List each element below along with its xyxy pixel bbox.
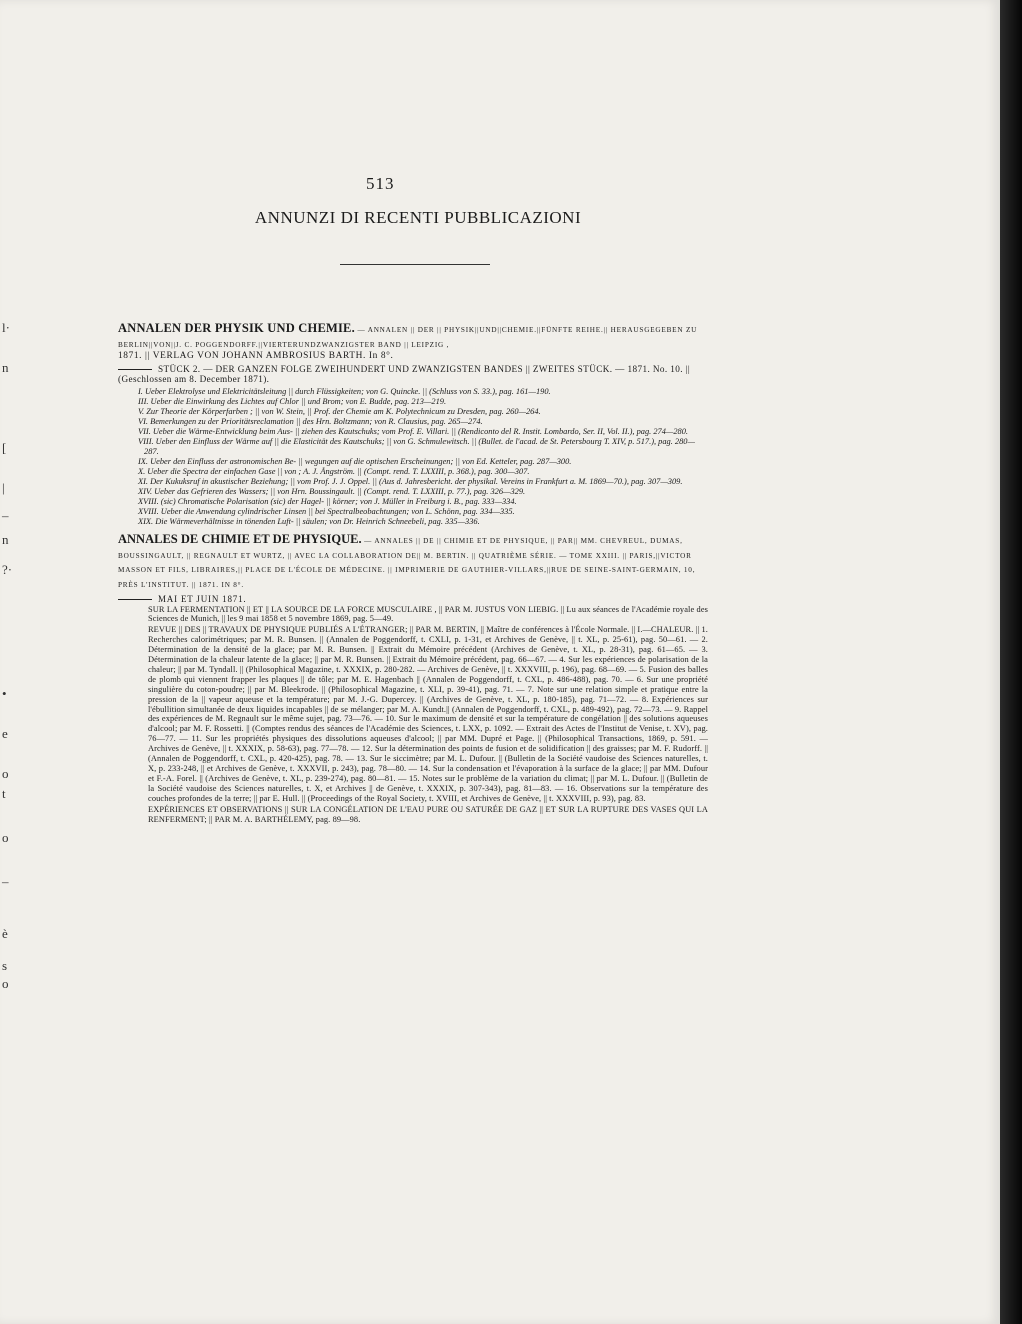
margin-mark: | xyxy=(2,480,5,495)
margin-mark: o xyxy=(2,766,9,781)
list-item: VI. Bemerkungen zu der Prioritätsreclamation || des Hrn. Boltzmann; von R. Clausius, pag. 265—274. xyxy=(138,416,483,426)
margin-mark: n xyxy=(2,532,9,547)
margin-mark: è xyxy=(2,926,8,941)
list-item: XI. Der Kukuksruf in akustischer Beziehung; || vom Prof. J. J. Oppel. || (Aus d. Jahresbericht. der physikal. Vereins in Frankfurt a. M. 1869—70.), pag. 307—309. xyxy=(138,476,683,486)
list-item: VII. Ueber die Wärme-Entwicklung beim Aus- || ziehen des Kautschuks; vom Prof. E. Villari. || (Rendiconto del R. Instit. Lombardo, Ser. II, Vol. II.), pag. 274—280. xyxy=(138,426,689,436)
margin-mark: o xyxy=(2,976,9,991)
margin-mark: [ xyxy=(2,440,7,455)
margin-mark: ?· xyxy=(2,562,13,577)
annales-issue-text: MAI ET JUIN 1871. xyxy=(158,594,247,604)
page-title: ANNUNZI DI RECENTI PUBBLICAZIONI xyxy=(254,208,582,227)
annales-article-1: SUR LA FERMENTATION || ET || LA SOURCE DE LA FORCE MUSCULAIRE , || PAR M. JUSTUS VON LIEBIG. || Lu aux séances de l'Académie royale des Sciences de Munich, || les 9 mai 1858 et 5 novembre 1869, pag. 5—49. xyxy=(148,604,708,624)
list-item: XVIII. Ueber die Anwendung cylindrischer Linsen || bei Spectralbeobachtungen; von L. Schönn, pag. 334—335. xyxy=(138,507,515,517)
list-item: X. Ueber die Spectra der einfachen Gase || von ; A. J. Ångström. || (Compt. rend. T. LXXIII, p. 368.), pag. 300—307. xyxy=(138,466,530,476)
margin-mark: – xyxy=(2,874,9,889)
annales-entry xyxy=(118,533,708,825)
scan-edge xyxy=(1000,0,1022,1324)
title-rule xyxy=(340,264,490,265)
page-number: 513 xyxy=(366,174,395,193)
annales-issue xyxy=(118,594,708,605)
annalen-issue xyxy=(118,364,708,385)
annales-article-2: REVUE || DES || TRAVAUX DE PHYSIQUE PUBLIÉS A L'ÉTRANGER; || PAR M. BERTIN, || Maître de conférences à l'École Normale. || I.—CHALEUR. || 1. Recherches calorimétriques; par M. R. Bunsen. || (Annalen de Poggendorff, t. CXLI, p. 1-31, et Archives de Genève, || t. XL, p. 25-61), pag. 50—61. — 2. Détermination de la densité de la glace; par M. R. Bunsen. || Extrait du Mémoire précédent (Archives de Genève, t. XL, p. 28-31), pag. 61—65. — 3. Détermination de la chaleur latente de la glace; || par M. R. Bunsen. || Extrait du Mémoire précédent, pag. 66—67. — 4. Sur les expériences de polarisation de la chaleur; || par M. Tyndall. || (Philosophical Magazine, t. XXXIX, p. 280-282. — Archives de Genève, || t. XXXVIII, p. 196), pag. 68—69. — 5. Fusion des balles de plomb qui viennent frapper les plaques || de tôle; par M. E. Hagenbach || (Annalen de Poggendorff, t. CXL, p. 486-488), pag. 70. — 6. Sur une propriété singulière du coton-poudre; || par M. Bleekrode. || (Philosophical Magazine, t. XLI, p. 39-41), pag. 71. — 7. Note sur une relation simple et pratique entre la pression de la || vapeur aqueuse et la température; par M. J.-G. Dupercey. || (Archives de Genève, t. XL, p. 180-185), pag. 71—72. — 8. Expériences sur l'ébullition simultanée de deux liquides incapables || de se mélanger; par M. A. Kundt.|| (Annalen de Poggendorff, t. CXL, p. 489-492), pag. 72—73. — 9. Rappel des expériences de M. Regnault sur le même sujet, pag. 73—76. — 10. Sur le maximum de densité et sur la température de congélation || des solutions aqueuses d'alcool; par M. F. Rossetti. || (Comptes rendus des séances de l'Académie des Sciences, t. LXX, p. 1092. — Extrait des Actes de l'Institut de Venise, t. XV), pag. 76—77. — 11. Sur les propriétés physiques des dissolutions aqueuses d'alcool; || par MM. Dupré et Page. || (Philosophical Transactions, 1869, p. 591. — Archives de Genève, || t. XXXIX, p. 58-63), pag. 77—78. — 12. Sur la détermination des points de fusion et de solidification || des graisses; par M. F. Rudorff. || (Annalen de Poggendorff, t. CXL, p. 420-425), pag. 78. — 13. Sur le siccimètre; par M. L. Dufour. || (Bulletin de la Société vaudoise des Sciences naturelles, t. X, p. 233-248, || et Archives de Genève, t. XXXVII, p. 243), pag. 78—80. — 14. Sur la condensation et l'évaporation à la surface de la glace; || par MM. Dufour et F.-A. Forel. || (Archives de Genève, t. XL, p. 239-274), pag. 80—81. — 15. Notes sur le problème de la variation du climat; || par M. L. Dufour. || (Bulletin de la Société vaudoise des Sciences naturelles, t. X, et Archives || de Genève, t. XXXIX, p. 307-343), pag. 81—83. — 16. Observations sur la température des couches profondes de la terre; || par E. Hull. || (Proceedings of the Royal Society, t. XVIII, et Archives de Genève, || t. XXXVIII, p. 93), pag. 83. xyxy=(148,625,708,803)
annalen-entry xyxy=(118,322,708,527)
issue-dash xyxy=(118,599,152,600)
annalen-items xyxy=(118,387,708,527)
listing-body xyxy=(118,322,708,824)
margin-mark: l· xyxy=(2,320,10,335)
annalen-meta-2: 1871. || VERLAG VON JOHANN AMBROSIUS BARTH. In 8°. xyxy=(118,351,394,361)
list-item: VIII. Ueber den Einfluss der Wärme auf || die Elasticität des Kautschuks; || von G. Schmulewitsch. || (Bullet. de l'acad. de St. Petersbourg T. XIV, p. 517.), pag. 280—287. xyxy=(138,436,695,456)
annales-heading: ANNALES DE CHIMIE ET DE PHYSIQUE. xyxy=(118,531,362,546)
annales-heading-line xyxy=(118,533,708,592)
margin-mark: • xyxy=(2,686,7,701)
list-item: XIX. Die Wärmeverhältnisse in tönenden Luft- || säulen; von Dr. Heinrich Schneebeli, pag. 335—336. xyxy=(138,517,480,527)
list-item: XIV. Ueber das Gefrieren des Wassers; || von Hrn. Boussingault. || (Compt. rend. T. LXXIII, p. 77.), pag. 326—329. xyxy=(138,486,526,496)
margin-mark: s xyxy=(2,958,8,973)
list-item: III. Ueber die Einwirkung des Lichtes auf Chlor || und Brom; von E. Budde, pag. 213—219. xyxy=(138,396,447,406)
list-item: IX. Ueber den Einfluss der astronomischen Be- || wegungen auf die optischen Erscheinungen; || von Ed. Ketteler, pag. 287—300. xyxy=(138,456,572,466)
margin-mark: e xyxy=(2,726,8,741)
annalen-heading-line xyxy=(118,322,708,351)
list-item: XVIII. (sic) Chromatische Polarisation (sic) der Hagel- || körner; von J. Müller in Freiburg i. B., pag. 333—334. xyxy=(138,497,517,507)
annalen-issue-text: STÜCK 2. — DER GANZEN FOLGE ZWEIHUNDERT UND ZWANZIGSTEN BANDES || ZWEITES STÜCK. — 1871. No. 10. || (Geschlossen am 8. December 1871). xyxy=(118,363,691,384)
annales-article-3: EXPÉRIENCES ET OBSERVATIONS || SUR LA CONGÉLATION DE L'EAU PURE OU SATURÉE DE GAZ || ET SUR LA RUPTURE DES VASES QUI LA RENFERMENT; || PAR M. A. BARTHÉLEMY, pag. 89—98. xyxy=(148,804,708,824)
annalen-heading: ANNALEN DER PHYSIK UND CHEMIE. xyxy=(118,321,355,335)
list-item: I. Ueber Elektrolyse und Elektricitätsleitung || durch Flüssigkeiten; von G. Quincke. || (Schluss von S. 33.), pag. 161—190. xyxy=(138,386,551,396)
annalen-meta-1: — ANNALEN || DER || PHYSIK||UND||CHEMIE.||FÜNFTE REIHE.|| HERAUSGEGEBEN ZU BERLIN||VON||J. C. POGGENDORFF.||VIERTERUNDZWANZIGSTER BAND || LEIPZIG , xyxy=(118,326,698,349)
margin-mark: – xyxy=(2,508,9,523)
margin-mark: o xyxy=(2,830,9,845)
margin-mark: t xyxy=(2,786,6,801)
annales-meta: — ANNALES || DE || CHIMIE ET DE PHYSIQUE, || PAR|| MM. CHEVREUL, DUMAS, BOUSSINGAULT, || REGNAULT ET WURTZ, || AVEC LA COLLABORATION DE|| M. BERTIN. || QUATRIÈME SÉRIE. — TOME XXIII. || PARIS,||VICTOR MASSON ET FILS, LIBRAIRES,|| PLACE DE L'ÉCOLE DE MÉDECINE. || IMPRIMERIE DE GAUTHIER-VILLARS,||RUE DE SEINE-SAINT-GERMAIN, 10, PRÈS L'INSTITUT. || 1871. IN 8°. xyxy=(118,536,696,590)
list-item: V. Zur Theorie der Körperfarben ; || von W. Stein, || Prof. der Chemie am K. Polytechnicum zu Dresden, pag. 260—264. xyxy=(138,406,541,416)
margin-mark: n xyxy=(2,360,9,375)
issue-dash xyxy=(118,369,152,370)
